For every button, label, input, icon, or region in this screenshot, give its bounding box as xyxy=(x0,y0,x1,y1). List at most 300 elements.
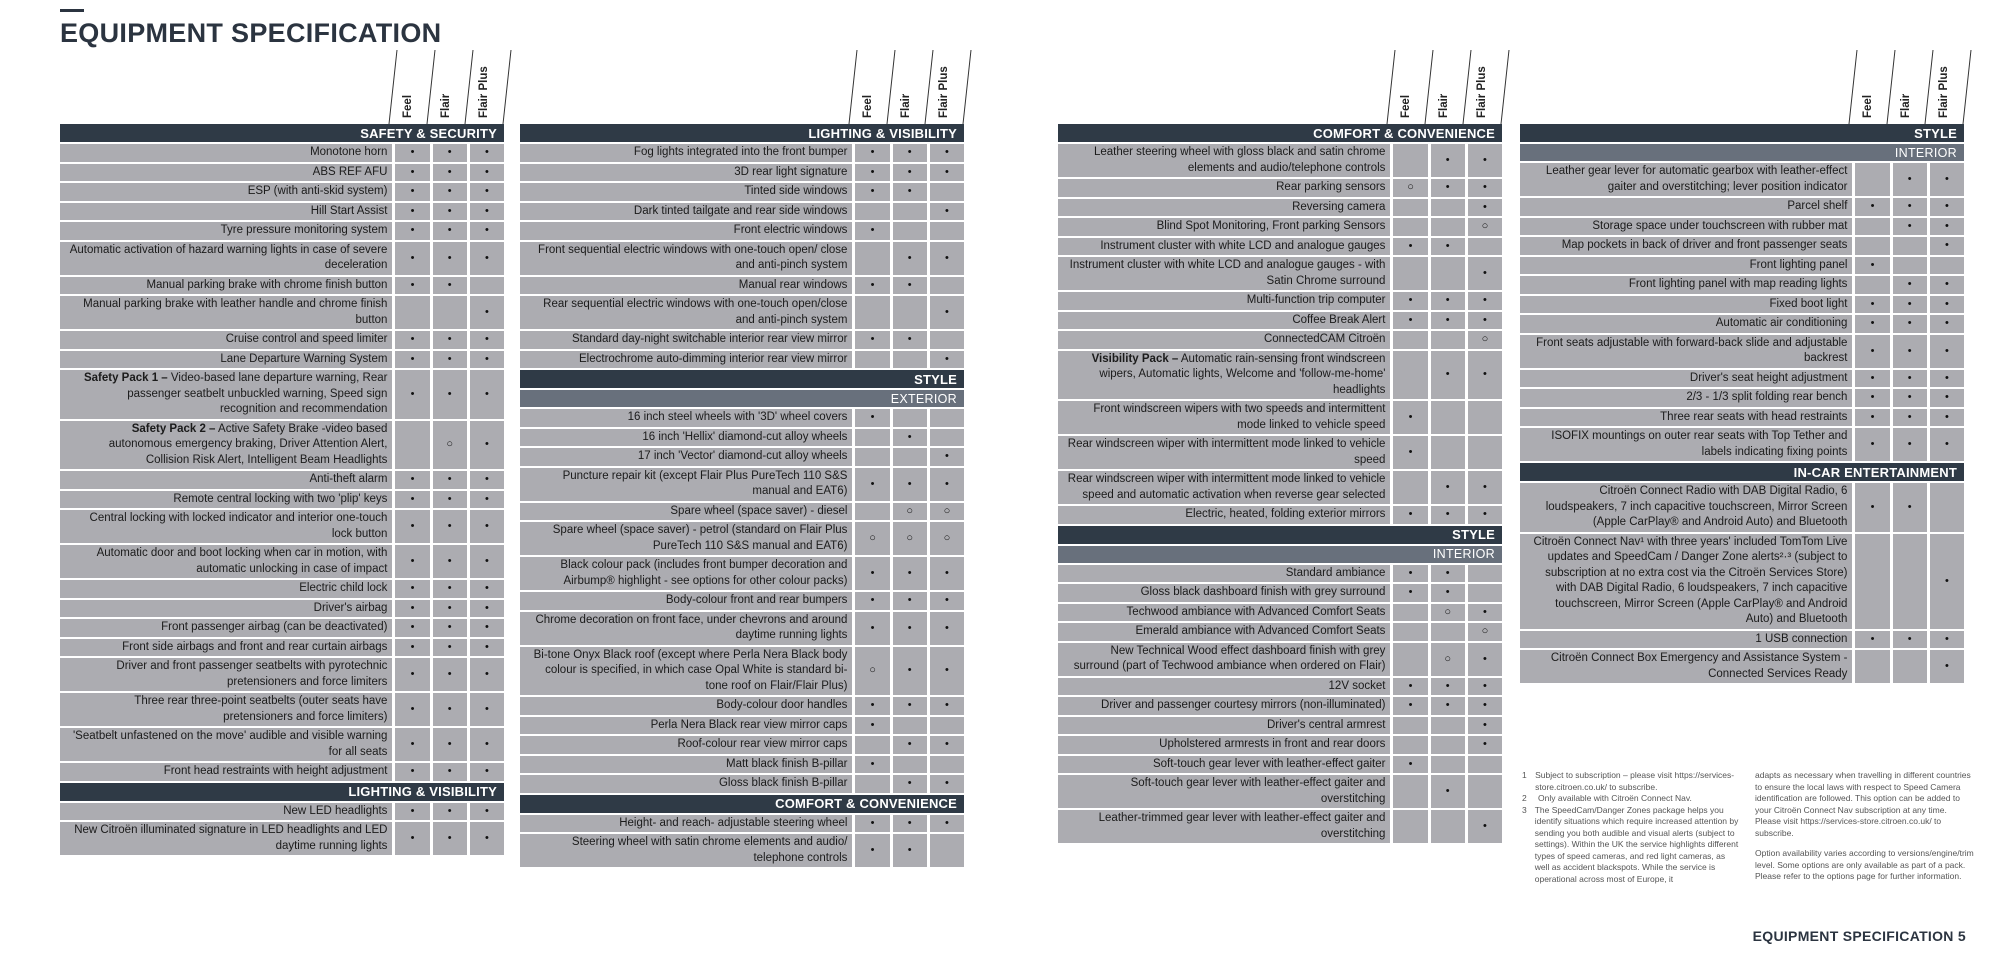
standard-dot: • xyxy=(1893,276,1927,294)
table-row xyxy=(60,822,504,855)
empty-cell xyxy=(1855,650,1889,683)
trim-header-label: Feel xyxy=(1862,94,1874,118)
feature-text: Driver and passenger courtesy mirrors (non-illuminated) xyxy=(1101,699,1386,711)
header-divider xyxy=(1425,50,1433,124)
feature-text: Rear windscreen wiper with intermittent mode linked to vehicle speed and automatic activation when reverse gear selected xyxy=(1067,473,1386,501)
feature-text: Gloss black finish B-pillar xyxy=(718,777,848,789)
standard-dot: • xyxy=(433,222,467,240)
standard-dot: • xyxy=(470,639,504,657)
table-row xyxy=(520,557,964,590)
standard-dot: • xyxy=(1930,428,1964,461)
table-row xyxy=(1058,643,1502,676)
standard-dot: • xyxy=(930,468,964,501)
empty-cell xyxy=(1893,237,1927,255)
feature-label xyxy=(1058,697,1390,715)
table-row xyxy=(1520,237,1964,255)
standard-dot: • xyxy=(1393,238,1427,256)
standard-dot: • xyxy=(395,222,429,240)
feature-label xyxy=(520,522,852,555)
empty-cell xyxy=(893,409,927,427)
feature-text: 'Seatbelt unfastened on the move' audible and visible warning for all seats xyxy=(72,730,388,758)
empty-cell xyxy=(1393,144,1427,177)
standard-dot: • xyxy=(1468,179,1502,197)
standard-dot: • xyxy=(893,183,927,201)
header-divider xyxy=(1887,50,1895,124)
empty-cell xyxy=(1431,756,1465,774)
feature-label xyxy=(1058,736,1390,754)
feature-label xyxy=(1520,296,1852,314)
feature-text: Chrome decoration on front face, under chevrons and around daytime running lights xyxy=(535,613,848,641)
feature-text: Parcel shelf xyxy=(1787,200,1848,212)
feature-label xyxy=(520,756,852,774)
table-row xyxy=(1520,631,1964,649)
empty-cell xyxy=(1855,534,1889,629)
feature-label xyxy=(1058,331,1390,349)
feature-label xyxy=(520,834,852,867)
feature-text: Front sequential electric windows with one-touch open/ close and anti-pinch system xyxy=(538,243,848,271)
feature-text: Front passenger airbag (can be deactivated) xyxy=(161,621,388,633)
empty-cell xyxy=(855,503,889,521)
standard-dot: • xyxy=(433,803,467,821)
feature-label xyxy=(1058,643,1390,676)
trim-header-graphic xyxy=(1849,50,1969,124)
option-circle: ○ xyxy=(930,522,964,555)
empty-cell xyxy=(930,277,964,295)
feature-text: Instrument cluster with white LCD and analogue gauges xyxy=(1100,239,1386,252)
standard-dot: • xyxy=(1468,292,1502,310)
trim-header-label: Flair xyxy=(1900,93,1912,118)
standard-dot: • xyxy=(1930,315,1964,333)
standard-dot: • xyxy=(470,331,504,349)
header-divider xyxy=(1925,50,1933,124)
empty-cell xyxy=(395,421,429,470)
standard-dot: • xyxy=(930,296,964,329)
standard-dot: • xyxy=(855,834,889,867)
table-row xyxy=(60,370,504,419)
standard-dot: • xyxy=(470,203,504,221)
standard-dot: • xyxy=(433,242,467,275)
table-row xyxy=(1058,144,1502,177)
table-row xyxy=(1058,717,1502,735)
feature-text: Front windscreen wipers with two speeds and intermittent mode linked to vehicle speed xyxy=(1093,403,1386,431)
feature-text: Blind Spot Monitoring, Front parking Sensors xyxy=(1156,220,1386,232)
table-row xyxy=(1520,389,1964,407)
feature-label xyxy=(60,370,392,419)
feature-label xyxy=(60,639,392,657)
table-row xyxy=(1058,312,1502,330)
standard-dot: • xyxy=(395,331,429,349)
feature-label xyxy=(60,545,392,578)
trim-header xyxy=(1849,50,1969,124)
feature-label xyxy=(1058,401,1390,434)
standard-dot: • xyxy=(1893,198,1927,216)
standard-dot: • xyxy=(470,728,504,761)
standard-dot: • xyxy=(1893,315,1927,333)
feature-text: Anti-theft alarm xyxy=(309,473,388,485)
standard-dot: • xyxy=(470,600,504,618)
standard-dot: • xyxy=(1468,144,1502,177)
empty-cell xyxy=(1393,471,1427,504)
table-row xyxy=(520,144,964,162)
empty-cell xyxy=(930,222,964,240)
standard-dot: • xyxy=(1431,292,1465,310)
feature-label xyxy=(520,296,852,329)
header-divider xyxy=(1963,50,1971,124)
table-row xyxy=(60,728,504,761)
standard-dot: • xyxy=(1393,506,1427,524)
option-circle: ○ xyxy=(855,647,889,696)
standard-dot: • xyxy=(1431,584,1465,602)
standard-dot: • xyxy=(930,612,964,645)
feature-label xyxy=(1520,335,1852,368)
standard-dot: • xyxy=(433,203,467,221)
empty-cell xyxy=(1431,810,1465,843)
standard-dot: • xyxy=(1893,389,1927,407)
header-divider xyxy=(465,50,473,124)
option-circle: ○ xyxy=(1468,218,1502,236)
feature-text: Roof-colour rear view mirror caps xyxy=(677,738,848,750)
empty-cell xyxy=(855,203,889,221)
feature-label xyxy=(1058,604,1390,622)
table-row xyxy=(520,717,964,735)
feature-label xyxy=(1058,218,1390,236)
feature-label xyxy=(520,468,852,501)
table-row xyxy=(1058,697,1502,715)
table-row xyxy=(520,647,964,696)
feature-text: Map pockets in back of driver and front passenger seats xyxy=(1561,239,1848,251)
empty-cell xyxy=(1893,534,1927,629)
table-row xyxy=(520,522,964,555)
empty-cell xyxy=(1855,237,1889,255)
empty-cell xyxy=(1393,643,1427,676)
standard-dot: • xyxy=(1893,296,1927,314)
standard-dot: • xyxy=(395,545,429,578)
feature-label xyxy=(60,510,392,543)
standard-dot: • xyxy=(855,557,889,590)
feature-label xyxy=(520,612,852,645)
trim-header-label: Feel xyxy=(402,94,414,118)
empty-cell xyxy=(395,296,429,329)
standard-dot: • xyxy=(433,183,467,201)
feature-text: Video-based lane departure warning, Rear passenger seatbelt unbuckled warning, Speed sign recognition and recommendation xyxy=(127,372,388,415)
empty-cell xyxy=(1393,199,1427,217)
table-row xyxy=(1058,736,1502,754)
feature-text: Front lighting panel with map reading lights xyxy=(1628,278,1848,290)
standard-dot: • xyxy=(1431,312,1465,330)
feature-label xyxy=(520,222,852,240)
standard-dot: • xyxy=(433,277,467,295)
standard-dot: • xyxy=(893,592,927,610)
table-row xyxy=(60,510,504,543)
standard-dot: • xyxy=(1855,370,1889,388)
standard-dot: • xyxy=(893,647,927,696)
feature-text: Electric, heated, folding exterior mirrors xyxy=(1185,508,1386,520)
standard-dot: • xyxy=(1930,237,1964,255)
feature-text: Electric child lock xyxy=(299,582,388,594)
table-row xyxy=(520,775,964,793)
trim-header xyxy=(849,50,969,124)
standard-dot: • xyxy=(930,448,964,466)
feature-text: Steering wheel with satin chrome elements and audio/ telephone controls xyxy=(571,836,848,864)
feature-text: Active Safety Brake -video based autonomous emergency braking, Driver Attention Alert, Collision Risk Alert, Intelligent Beam Headlights xyxy=(108,422,388,466)
table-row xyxy=(60,471,504,489)
feature-label xyxy=(60,658,392,691)
feature-label xyxy=(520,203,852,221)
standard-dot: • xyxy=(395,728,429,761)
table-row xyxy=(520,277,964,295)
standard-dot: • xyxy=(893,775,927,793)
feature-label xyxy=(60,351,392,369)
standard-dot: • xyxy=(1930,276,1964,294)
spec-table xyxy=(60,124,504,857)
table-row xyxy=(1058,623,1502,641)
standard-dot: • xyxy=(470,296,504,329)
standard-dot: • xyxy=(470,803,504,821)
standard-dot: • xyxy=(395,491,429,509)
table-row xyxy=(60,491,504,509)
section-heading: COMFORT & CONVENIENCE xyxy=(520,795,964,813)
feature-text: Tyre pressure monitoring system xyxy=(220,224,388,236)
trim-header-graphic xyxy=(1387,50,1507,124)
table-row xyxy=(60,242,504,275)
feature-label xyxy=(1058,506,1390,524)
table-row xyxy=(1520,296,1964,314)
standard-dot: • xyxy=(1855,389,1889,407)
feature-label xyxy=(60,619,392,637)
feature-label xyxy=(1520,163,1852,196)
standard-dot: • xyxy=(855,756,889,774)
feature-label xyxy=(60,580,392,598)
trim-header-label: Flair xyxy=(1438,93,1450,118)
feature-label xyxy=(520,277,852,295)
option-circle: ○ xyxy=(893,503,927,521)
feature-label xyxy=(1520,237,1852,255)
feature-label xyxy=(1520,428,1852,461)
empty-cell xyxy=(1393,218,1427,236)
empty-cell xyxy=(1431,218,1465,236)
standard-dot: • xyxy=(1930,409,1964,427)
table-row xyxy=(1520,483,1964,532)
standard-dot: • xyxy=(1930,296,1964,314)
empty-cell xyxy=(855,351,889,369)
table-row xyxy=(1520,650,1964,683)
subsection-heading: EXTERIOR xyxy=(520,390,964,407)
table-row xyxy=(1058,565,1502,583)
feature-text: Fixed boot light xyxy=(1769,297,1848,310)
feature-label xyxy=(1520,276,1852,294)
standard-dot: • xyxy=(1393,565,1427,583)
table-row xyxy=(60,658,504,691)
table-row xyxy=(1520,163,1964,196)
footer-page-label: EQUIPMENT SPECIFICATION 5 xyxy=(1752,928,1966,944)
standard-dot: • xyxy=(855,144,889,162)
table-row xyxy=(520,164,964,182)
standard-dot: • xyxy=(395,822,429,855)
section-heading: COMFORT & CONVENIENCE xyxy=(1058,124,1502,142)
option-circle: ○ xyxy=(433,421,467,470)
header-divider xyxy=(503,50,511,124)
standard-dot: • xyxy=(1893,218,1927,236)
feature-label xyxy=(1058,756,1390,774)
table-row xyxy=(60,421,504,470)
empty-cell xyxy=(1393,810,1427,843)
table-row xyxy=(520,503,964,521)
empty-cell xyxy=(1468,238,1502,256)
table-row xyxy=(520,468,964,501)
standard-dot: • xyxy=(1930,389,1964,407)
standard-dot: • xyxy=(1893,163,1927,196)
feature-label xyxy=(520,557,852,590)
feature-text: Leather steering wheel with gloss black and satin chrome elements and audio/telephone controls xyxy=(1093,146,1386,174)
standard-dot: • xyxy=(930,351,964,369)
standard-dot: • xyxy=(893,736,927,754)
table-row xyxy=(1058,810,1502,843)
feature-label xyxy=(60,331,392,349)
empty-cell xyxy=(1431,736,1465,754)
table-row xyxy=(60,763,504,781)
feature-label xyxy=(60,164,392,182)
header-divider xyxy=(1463,50,1471,124)
feature-label xyxy=(520,697,852,715)
standard-dot: • xyxy=(395,183,429,201)
feature-text: Hill Start Assist xyxy=(310,204,388,217)
table-row xyxy=(1058,218,1502,236)
standard-dot: • xyxy=(470,144,504,162)
standard-dot: • xyxy=(1393,312,1427,330)
feature-label xyxy=(60,277,392,295)
feature-label xyxy=(520,775,852,793)
feature-label xyxy=(60,421,392,470)
feature-text: Electrochrome auto-dimming interior rear view mirror xyxy=(579,352,848,365)
standard-dot: • xyxy=(395,242,429,275)
standard-dot: • xyxy=(893,277,927,295)
standard-dot: • xyxy=(930,557,964,590)
standard-dot: • xyxy=(1893,409,1927,427)
trim-header-label: Flair Plus xyxy=(938,66,950,118)
standard-dot: • xyxy=(893,697,927,715)
feature-label xyxy=(1058,565,1390,583)
feature-text: Leather gear lever for automatic gearbox with leather-effect gaiter and overstitching; lever position indicator xyxy=(1545,165,1848,193)
standard-dot: • xyxy=(470,619,504,637)
feature-text: Driver and front passenger seatbelts with pyrotechnic pretensioners and force limiters xyxy=(116,660,388,688)
empty-cell xyxy=(893,203,927,221)
standard-dot: • xyxy=(433,491,467,509)
standard-dot: • xyxy=(1930,631,1964,649)
feature-text: Front seats adjustable with forward-back slide and adjustable backrest xyxy=(1536,336,1848,364)
standard-dot: • xyxy=(470,222,504,240)
empty-cell xyxy=(893,448,927,466)
standard-dot: • xyxy=(930,164,964,182)
footnotes-left xyxy=(1522,770,1741,892)
footnote: 3 The SpeedCam/Danger Zones package helps you identify situations which require increased attention by sending you both audible and visual alerts (subject to settings). Within the UK the service highlights different types of speed cameras, and red light cameras, as well as accident blackspots. While the service is operational across most of Europe, it xyxy=(1522,804,1739,884)
option-circle: ○ xyxy=(855,522,889,555)
standard-dot: • xyxy=(930,144,964,162)
empty-cell xyxy=(1431,623,1465,641)
standard-dot: • xyxy=(1893,483,1927,532)
table-row xyxy=(60,639,504,657)
standard-dot: • xyxy=(470,471,504,489)
feature-text: Soft-touch gear lever with leather-effect gaiter xyxy=(1152,757,1386,770)
trim-header xyxy=(389,50,509,124)
feature-label xyxy=(1058,144,1390,177)
feature-text: Body-colour door handles xyxy=(716,699,848,711)
feature-text: Three rear three-point seatbelts (outer seats have pretensioners and force limiters) xyxy=(134,695,388,723)
feature-label xyxy=(60,728,392,761)
standard-dot: • xyxy=(1431,697,1465,715)
empty-cell xyxy=(1393,775,1427,808)
empty-cell xyxy=(1431,436,1465,469)
table-row xyxy=(1058,238,1502,256)
feature-text: Rear parking sensors xyxy=(1276,181,1386,193)
feature-label xyxy=(1520,483,1852,532)
feature-text: Gloss black dashboard finish with grey surround xyxy=(1140,586,1386,598)
standard-dot: • xyxy=(470,183,504,201)
table-row xyxy=(1520,257,1964,275)
standard-dot: • xyxy=(433,822,467,855)
feature-label xyxy=(60,242,392,275)
feature-text: Bi-tone Onyx Black roof (except where Perla Nera Black body colour is specified, in which case Opal White is standard bi-tone roof on Flair/Flair Plus) xyxy=(533,648,848,692)
feature-label xyxy=(520,429,852,447)
standard-dot: • xyxy=(395,600,429,618)
trim-header-label: Flair xyxy=(900,93,912,118)
feature-text: Citroën Connect Nav¹ with three years' included TomTom Live updates and SpeedCam / Danger Zone alerts²·³ (subject to subscription at no extra cost via the Citroën Services Store) with DAB Digital Radio, 6 loudspeakers, 7 inch capacitive touchscreen, Mirror Screen (Apple CarPlay® and Android Auto) and Bluetooth xyxy=(1533,535,1848,625)
section-heading: SAFETY & SECURITY xyxy=(60,124,504,142)
feature-text: 16 inch 'Hellix' diamond-cut alloy wheels xyxy=(642,430,848,443)
feature-text: Remote central locking with two 'plip' keys xyxy=(173,492,388,505)
feature-text: Manual rear windows xyxy=(738,278,848,291)
empty-cell xyxy=(433,296,467,329)
feature-label xyxy=(1058,623,1390,641)
section-heading: STYLE xyxy=(1520,124,1964,142)
feature-label xyxy=(1520,257,1852,275)
standard-dot: • xyxy=(470,580,504,598)
section-heading: LIGHTING & VISIBILITY xyxy=(520,124,964,142)
table-row xyxy=(1058,199,1502,217)
standard-dot: • xyxy=(1468,471,1502,504)
table-row xyxy=(60,580,504,598)
option-circle: ○ xyxy=(893,522,927,555)
standard-dot: • xyxy=(930,815,964,833)
table-row xyxy=(520,756,964,774)
trim-header xyxy=(1387,50,1507,124)
section-heading: IN-CAR ENTERTAINMENT xyxy=(1520,463,1964,481)
pack-name: Safety Pack 2 – xyxy=(131,422,216,435)
standard-dot: • xyxy=(1393,756,1427,774)
spec-table xyxy=(1520,124,1964,685)
empty-cell xyxy=(893,717,927,735)
standard-dot: • xyxy=(470,510,504,543)
standard-dot: • xyxy=(1393,678,1427,696)
feature-label xyxy=(1520,650,1852,683)
trim-header-label: Flair Plus xyxy=(1476,66,1488,118)
standard-dot: • xyxy=(893,612,927,645)
empty-cell xyxy=(470,277,504,295)
standard-dot: • xyxy=(395,277,429,295)
empty-cell xyxy=(930,183,964,201)
table-row xyxy=(60,164,504,182)
standard-dot: • xyxy=(1393,584,1427,602)
feature-text: Driver's airbag xyxy=(313,601,388,614)
standard-dot: • xyxy=(1468,506,1502,524)
footnote: 2 Only available with Citroën Connect Nav. xyxy=(1522,793,1692,803)
feature-label xyxy=(1058,238,1390,256)
header-divider xyxy=(427,50,435,124)
feature-text: Dark tinted tailgate and rear side windows xyxy=(633,204,848,217)
page-title: EQUIPMENT SPECIFICATION xyxy=(60,18,442,48)
empty-cell xyxy=(930,409,964,427)
feature-text: New Technical Wood effect dashboard finish with grey surround (part of Techwood ambiance when ordered on Flair) xyxy=(1073,644,1386,672)
table-row xyxy=(1520,335,1964,368)
